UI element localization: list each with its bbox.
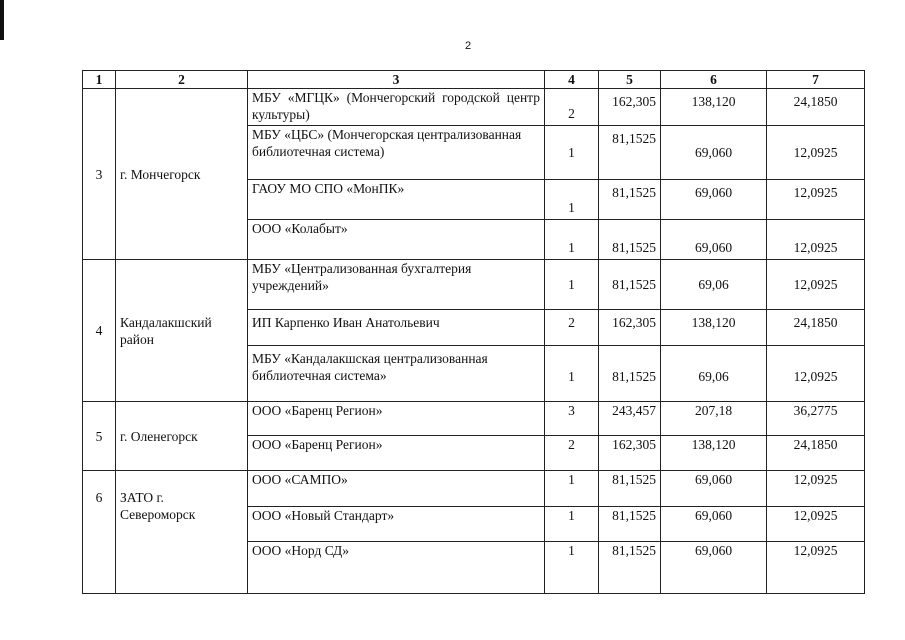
area-name-line-2: Североморск xyxy=(120,507,196,522)
value-col-6: 69,060 xyxy=(661,220,767,260)
group-number: 6 xyxy=(83,471,116,594)
area-name-line-1: Кандалакшский xyxy=(120,314,212,330)
quantity: 1 xyxy=(545,260,599,310)
value-col-7: 12,0925 xyxy=(767,471,865,507)
header-col-6: 6 xyxy=(661,71,767,89)
value-col-5: 81,1525 xyxy=(599,471,661,507)
value-col-6: 138,120 xyxy=(661,310,767,346)
quantity: 3 xyxy=(545,402,599,436)
value-col-7: 12,0925 xyxy=(767,126,865,180)
area-name: г. Оленегорск xyxy=(116,402,248,471)
distribution-table xyxy=(82,70,865,594)
value-col-6: 207,18 xyxy=(661,402,767,436)
header-col-4: 4 xyxy=(545,71,599,89)
quantity: 1 xyxy=(545,471,599,507)
group-number: 4 xyxy=(83,260,116,402)
quantity: 1 xyxy=(545,220,599,260)
value-col-6: 69,060 xyxy=(661,180,767,220)
value-col-6: 138,120 xyxy=(661,436,767,471)
organization-name: ИП Карпенко Иван Анатольевич xyxy=(248,310,545,346)
header-col-1: 1 xyxy=(83,71,116,89)
value-col-5: 81,1525 xyxy=(599,542,661,594)
value-col-7: 24,1850 xyxy=(767,310,865,346)
value-col-6: 69,060 xyxy=(661,471,767,507)
value-col-5: 81,1525 xyxy=(599,507,661,542)
value-col-6: 69,060 xyxy=(661,126,767,180)
value-col-5: 81,1525 xyxy=(599,126,661,180)
organization-name: ООО «Баренц Регион» xyxy=(248,436,545,471)
scan-edge-mark xyxy=(0,0,4,40)
table-row xyxy=(83,89,865,126)
organization-name: ГАОУ МО СПО «МонПК» xyxy=(248,180,545,220)
value-col-5: 81,1525 xyxy=(599,346,661,402)
header-col-3: 3 xyxy=(248,71,545,89)
value-col-7: 24,1850 xyxy=(767,436,865,471)
organization-name: ООО «Норд СД» xyxy=(248,542,545,594)
value-col-5: 81,1525 xyxy=(599,260,661,310)
value-col-7: 12,0925 xyxy=(767,542,865,594)
quantity: 2 xyxy=(545,89,599,126)
header-col-2: 2 xyxy=(116,71,248,89)
value-col-7: 12,0925 xyxy=(767,507,865,542)
value-col-6: 69,060 xyxy=(661,507,767,542)
header-col-5: 5 xyxy=(599,71,661,89)
organization-name: ООО «Баренц Регион» xyxy=(248,402,545,436)
header-col-7: 7 xyxy=(767,71,865,89)
table-row xyxy=(83,471,865,507)
quantity: 2 xyxy=(545,436,599,471)
value-col-5: 162,305 xyxy=(599,310,661,346)
table-row xyxy=(83,260,865,310)
value-col-5: 81,1525 xyxy=(599,220,661,260)
quantity: 1 xyxy=(545,180,599,220)
value-col-7: 24,1850 xyxy=(767,89,865,126)
group-number: 3 xyxy=(83,89,116,260)
area-name-line-1: ЗАТО г. xyxy=(120,490,164,505)
value-col-7: 12,0925 xyxy=(767,180,865,220)
quantity: 1 xyxy=(545,542,599,594)
value-col-6: 138,120 xyxy=(661,89,767,126)
quantity: 1 xyxy=(545,507,599,542)
table-row xyxy=(83,402,865,436)
organization-name: МБУ «ЦБС» (Мончегорская централизованная библиотечная система) xyxy=(248,126,545,180)
organization-name: ООО «Новый Стандарт» xyxy=(248,507,545,542)
value-col-5: 162,305 xyxy=(599,436,661,471)
value-col-7: 36,2775 xyxy=(767,402,865,436)
value-col-6: 69,060 xyxy=(661,542,767,594)
value-col-5: 162,305 xyxy=(599,89,661,126)
quantity: 1 xyxy=(545,346,599,402)
organization-name: МБУ «Кандалакшская централизованная библиотечная система» xyxy=(248,346,545,402)
area-name xyxy=(116,260,248,402)
quantity: 2 xyxy=(545,310,599,346)
value-col-7: 12,0925 xyxy=(767,260,865,310)
organization-name: ООО «Колабыт» xyxy=(248,220,545,260)
area-name xyxy=(116,471,248,594)
group-number: 5 xyxy=(83,402,116,471)
value-col-6: 69,06 xyxy=(661,260,767,310)
quantity: 1 xyxy=(545,126,599,180)
value-col-7: 12,0925 xyxy=(767,220,865,260)
page-number: 2 xyxy=(465,40,472,52)
value-col-6: 69,06 xyxy=(661,346,767,402)
area-name-line-2: район xyxy=(120,331,154,347)
area-name: г. Мончегорск xyxy=(116,89,248,260)
value-col-7: 12,0925 xyxy=(767,346,865,402)
value-col-5: 243,457 xyxy=(599,402,661,436)
organization-name: МБУ «Централизованная бухгалтерия учреждений» xyxy=(248,260,545,310)
organization-name: ООО «САМПО» xyxy=(248,471,545,507)
organization-name: МБУ «МГЦК» (Мончегорский городской центр культуры) xyxy=(248,89,545,126)
value-col-5: 81,1525 xyxy=(599,180,661,220)
header-row xyxy=(83,71,865,89)
